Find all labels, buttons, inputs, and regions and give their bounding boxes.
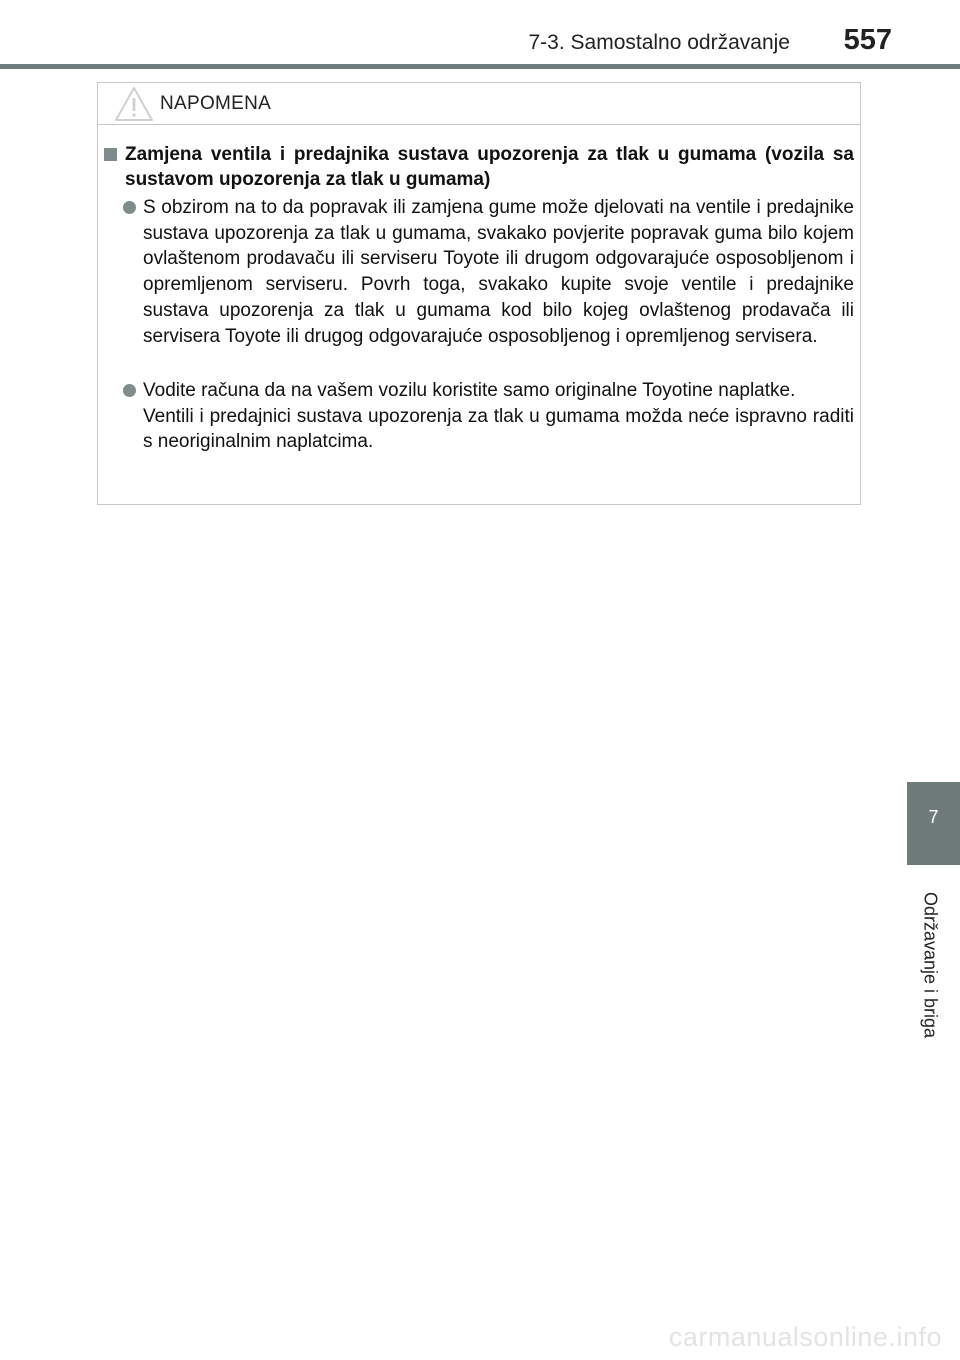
notice-title: NAPOMENA xyxy=(160,93,272,114)
notice-paragraph-2-line: Vodite računa da na vašem vozilu koristite samo originalne Toyotine naplatke. xyxy=(143,380,796,401)
notice-box xyxy=(97,82,861,505)
square-bullet-icon xyxy=(104,148,117,161)
notice-header xyxy=(98,83,860,125)
notice-paragraph-2-extra: Ventili i predajnici sustava upozorenja za tlak u gumama možda neće ispravno raditi s neoriginalnim naplatcima. xyxy=(143,405,854,453)
chapter-label-text: Održavanje i briga xyxy=(920,891,941,1039)
round-bullet-icon xyxy=(123,201,136,214)
watermark: carmanualsonline.info xyxy=(668,1322,942,1352)
page-number: 557 xyxy=(843,24,892,56)
chapter-number: 7 xyxy=(928,807,939,827)
notice-paragraph: S obzirom na to da popravak ili zamjena gume može djelovati na ventile i predajnike sustava upozorenja za tlak u gumama, svakako povjerite popravak guma bilo kojem ovlaštenom prodavaču ili serviseru Toyote ili drugom odgovarajuće osposobljenom i opremljenom serviseru. Povrh toga, svakako kupite svoje ventile i predajnike sustava upozorenja za tlak u gumama kod bilo kojeg ovlaštenog prodavača ili servisera Toyote ili drugog odgovarajuće osposobljenog i opremljenog servisera. xyxy=(143,197,854,347)
notice-paragraph-2 xyxy=(143,378,854,455)
page-header xyxy=(0,0,960,70)
warning-triangle-icon xyxy=(114,86,154,122)
round-bullet-icon xyxy=(123,384,136,397)
section-title: 7-3. Samostalno održavanje xyxy=(528,31,790,54)
chapter-tab xyxy=(907,782,960,865)
header-divider xyxy=(0,64,960,69)
notice-item-title: Zamjena ventila i predajnika sustava upozorenja za tlak u gumama (vozila sa sustavom upozorenja za tlak u gumama) xyxy=(125,144,854,190)
